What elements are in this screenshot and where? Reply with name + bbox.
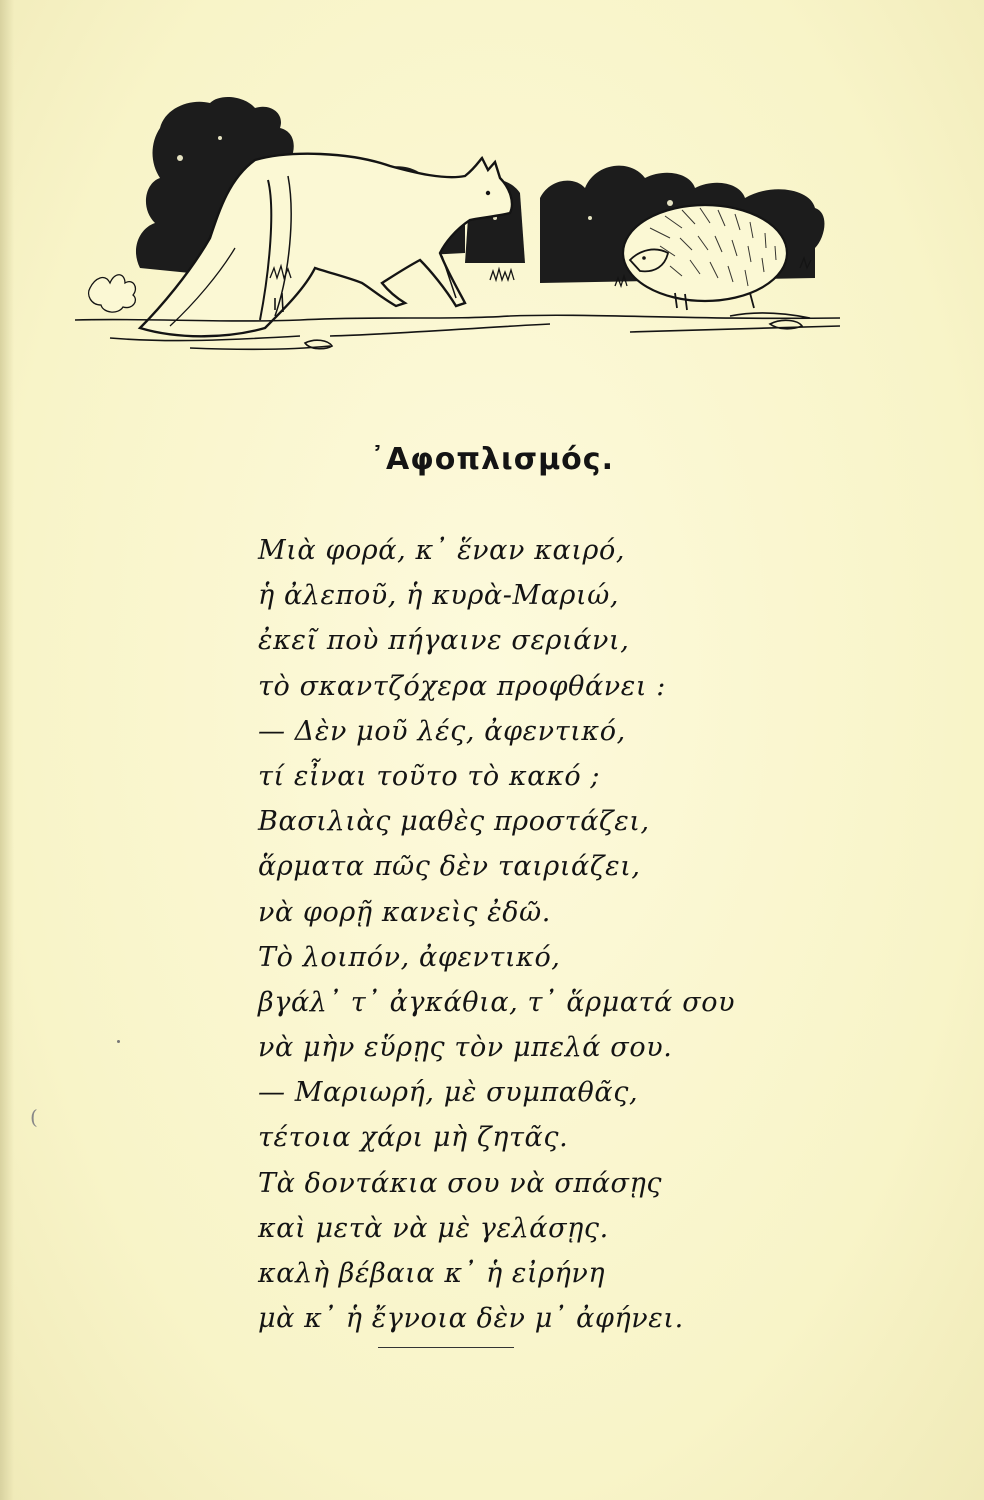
poem-line: νὰ φορῇ κανεὶς ἐδῶ. (258, 896, 551, 928)
gutter-shadow (0, 0, 14, 1500)
poem-line: — Μαριωρή, μὲ συμπαθᾶς, (258, 1077, 639, 1109)
poem-body (258, 528, 858, 1341)
poem-title: ᾿Αφοπλισμός. (370, 442, 614, 477)
poem-line: βγάλ᾿ τ᾿ ἀγκάθια, τ᾿ ἅρματά σου (258, 986, 736, 1018)
poem-line: νὰ μὴν εὕρῃς τὸν μπελά σου. (258, 1032, 673, 1064)
poem-line: καλὴ βέβαια κ᾿ ἡ εἰρήνη (258, 1258, 606, 1289)
poem-line: Βασιλιὰς μαθὲς προστάζει, (258, 806, 650, 838)
poem-line: ἐκεῖ ποὺ πήγαινε σεριάνι, (258, 625, 630, 657)
poem-line: ἡ ἀλεποῦ, ἡ κυρὰ-Μαριώ, (258, 580, 620, 612)
poem-line: Τὸ λοιπόν, ἀφεντικό, (258, 941, 561, 973)
edge-mark: ( (30, 1105, 38, 1129)
ink-speck (117, 1040, 120, 1043)
poem-line: — Δὲν μοῦ λές, ἀφεντικό, (258, 715, 626, 747)
poem-line: τί εἶναι τοῦτο τὸ κακό ; (258, 760, 601, 792)
poem-line: μὰ κ᾿ ἡ ἔγνοια δὲν μ᾿ ἀφήνει. (258, 1303, 684, 1335)
closing-rule (378, 1347, 514, 1348)
poem-line: ἅρματα πῶς δὲν ταιριάζει, (258, 851, 641, 883)
poem-line: τέτοια χάρι μὴ ζητᾶς. (258, 1122, 569, 1154)
poem-line: τὸ σκαντζόχερα προφθάνει : (258, 670, 666, 702)
fox-and-hedgehog-illustration (70, 88, 850, 368)
poem-line: καὶ μετὰ νὰ μὲ γελάσῃς. (258, 1212, 609, 1244)
poem-line: Μιὰ φορά, κ᾿ ἕναν καιρό, (258, 535, 626, 566)
poem-line: Τὰ δοντάκια σου νὰ σπάσῃς (258, 1167, 663, 1199)
hedgehog-figure (623, 205, 787, 310)
